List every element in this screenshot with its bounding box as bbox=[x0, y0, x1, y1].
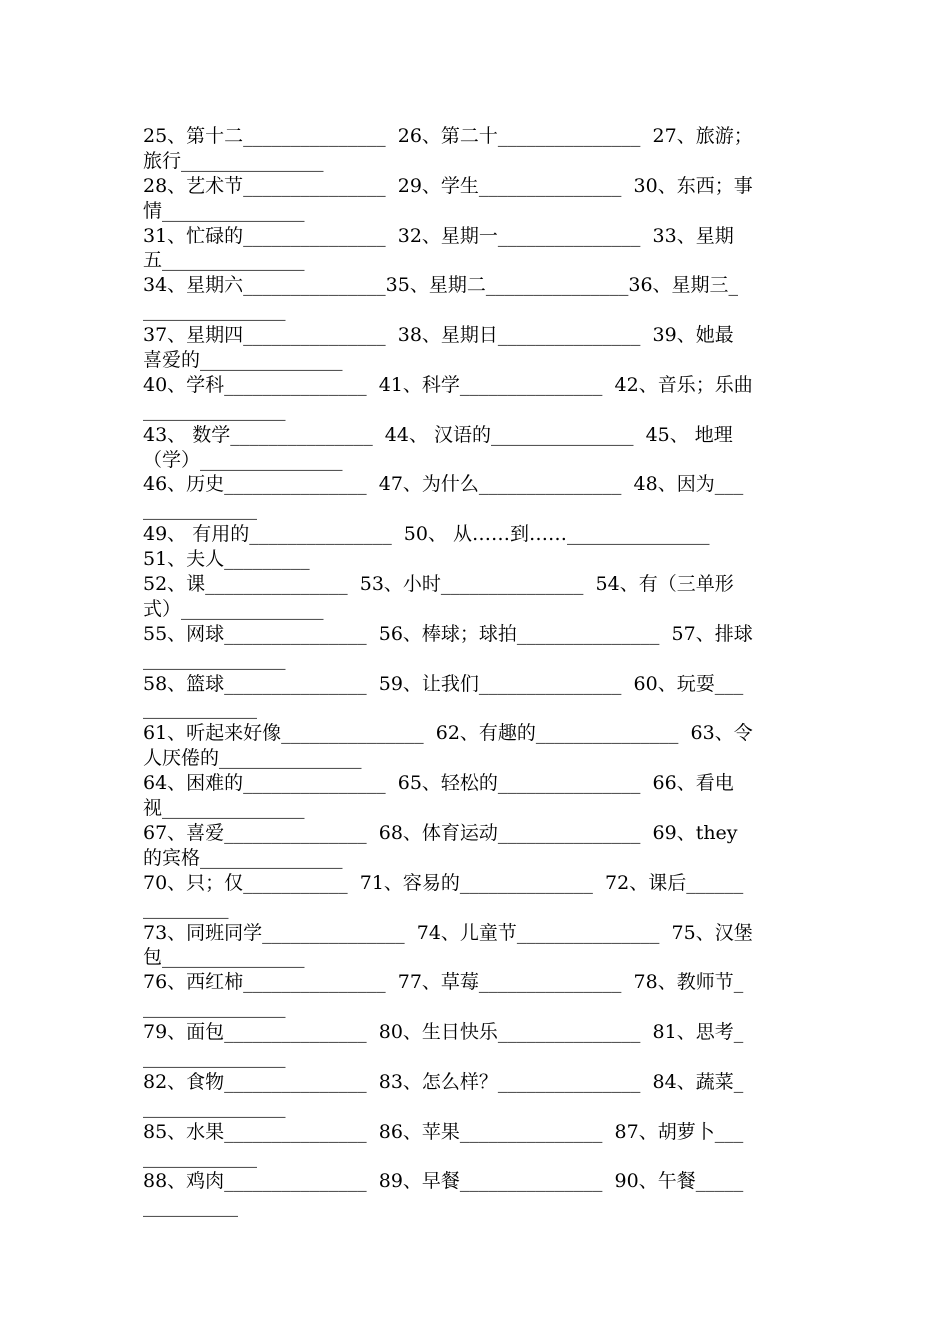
worksheet-line: _______________ bbox=[143, 299, 286, 322]
worksheet-line: 51、夫人_________ bbox=[143, 548, 310, 571]
worksheet-line: 76、西红柿_______________ 77、草莓_______________ 78、教师节_ bbox=[143, 971, 744, 994]
worksheet-line: 34、星期六_______________35、星期二_______________36、星期三_ bbox=[143, 274, 739, 297]
worksheet-line: 58、篮球_______________ 59、让我们_______________ 60、玩耍___ bbox=[143, 672, 744, 695]
worksheet-line: 85、水果_______________ 86、苹果_______________ 87、胡萝卜___ bbox=[143, 1120, 744, 1143]
worksheet-line: 67、喜爱_______________ 68、体育运动_______________ 69、they bbox=[143, 821, 738, 844]
worksheet-line: _______________ bbox=[143, 647, 286, 670]
worksheet-line: 25、第十二_______________ 26、第二十_______________ 27、旅游； bbox=[143, 125, 753, 147]
worksheet-line: ____________ bbox=[143, 498, 257, 521]
worksheet-line: 喜爱的_______________ bbox=[143, 349, 343, 372]
worksheet-line: 82、食物_______________ 83、怎么样？_______________ 84、蔬菜_ bbox=[143, 1070, 744, 1093]
worksheet-line: 55、网球_______________ 56、棒球；球拍_______________ 57、排球 bbox=[143, 622, 753, 645]
worksheet-line: 式）_______________ bbox=[143, 597, 324, 620]
worksheet-line: 40、学科_______________ 41、科学_______________ 42、音乐；乐曲 bbox=[143, 373, 753, 396]
worksheet-line: 73、同班同学_______________ 74、儿童节_______________ 75、汉堡 bbox=[143, 921, 753, 944]
worksheet-line: 28、艺术节_______________ 29、学生_______________ 30、东西；事 bbox=[143, 174, 753, 197]
worksheet-line: 52、课_______________ 53、小时_______________ 54、有（三单形 bbox=[143, 573, 734, 596]
worksheet-line: （学）_______________ bbox=[143, 448, 343, 471]
worksheet-line: 视_______________ bbox=[143, 797, 305, 820]
worksheet-line: 49、 有用的_______________ 50、 从……到……_______________ bbox=[143, 523, 710, 546]
worksheet-line: _______________ bbox=[143, 996, 286, 1019]
worksheet-line: 旅行_______________ bbox=[143, 149, 324, 172]
worksheet-line: 64、困难的_______________ 65、轻松的_______________ 66、看电 bbox=[143, 772, 734, 795]
worksheet-line: __________ bbox=[143, 1195, 238, 1218]
worksheet-line: _______________ bbox=[143, 1095, 286, 1118]
worksheet-line: ____________ bbox=[143, 1145, 257, 1168]
vocabulary-worksheet bbox=[143, 124, 809, 1219]
worksheet-line: 31、忙碌的_______________ 32、星期一_______________ 33、星期 bbox=[143, 224, 734, 247]
worksheet-line: ____________ bbox=[143, 697, 257, 720]
worksheet-line: 五_______________ bbox=[143, 249, 305, 272]
worksheet-line: 88、鸡肉_______________ 89、早餐_______________ 90、午餐_____ bbox=[143, 1170, 744, 1193]
worksheet-line: 61、听起来好像_______________ 62、有趣的_______________ 63、令 bbox=[143, 722, 753, 745]
worksheet-line: _______________ bbox=[143, 398, 286, 421]
worksheet-line: 情_______________ bbox=[143, 199, 305, 222]
worksheet-line: _________ bbox=[143, 896, 229, 919]
worksheet-line: 包_______________ bbox=[143, 946, 305, 969]
worksheet-line: _______________ bbox=[143, 1045, 286, 1068]
worksheet-line: 70、只；仅___________ 71、容易的______________ 72、课后______ bbox=[143, 871, 744, 894]
worksheet-line: 79、面包_______________ 80、生日快乐_______________ 81、思考_ bbox=[143, 1021, 744, 1044]
worksheet-line: 的宾格_______________ bbox=[143, 846, 343, 869]
worksheet-line: 人厌倦的_______________ bbox=[143, 747, 362, 770]
worksheet-line: 37、星期四_______________ 38、星期日_______________ 39、她最 bbox=[143, 324, 734, 347]
worksheet-line: 46、历史_______________ 47、为什么_______________ 48、因为___ bbox=[143, 473, 744, 496]
worksheet-line: 43、 数学_______________ 44、 汉语的_______________ 45、 地理 bbox=[143, 423, 733, 446]
